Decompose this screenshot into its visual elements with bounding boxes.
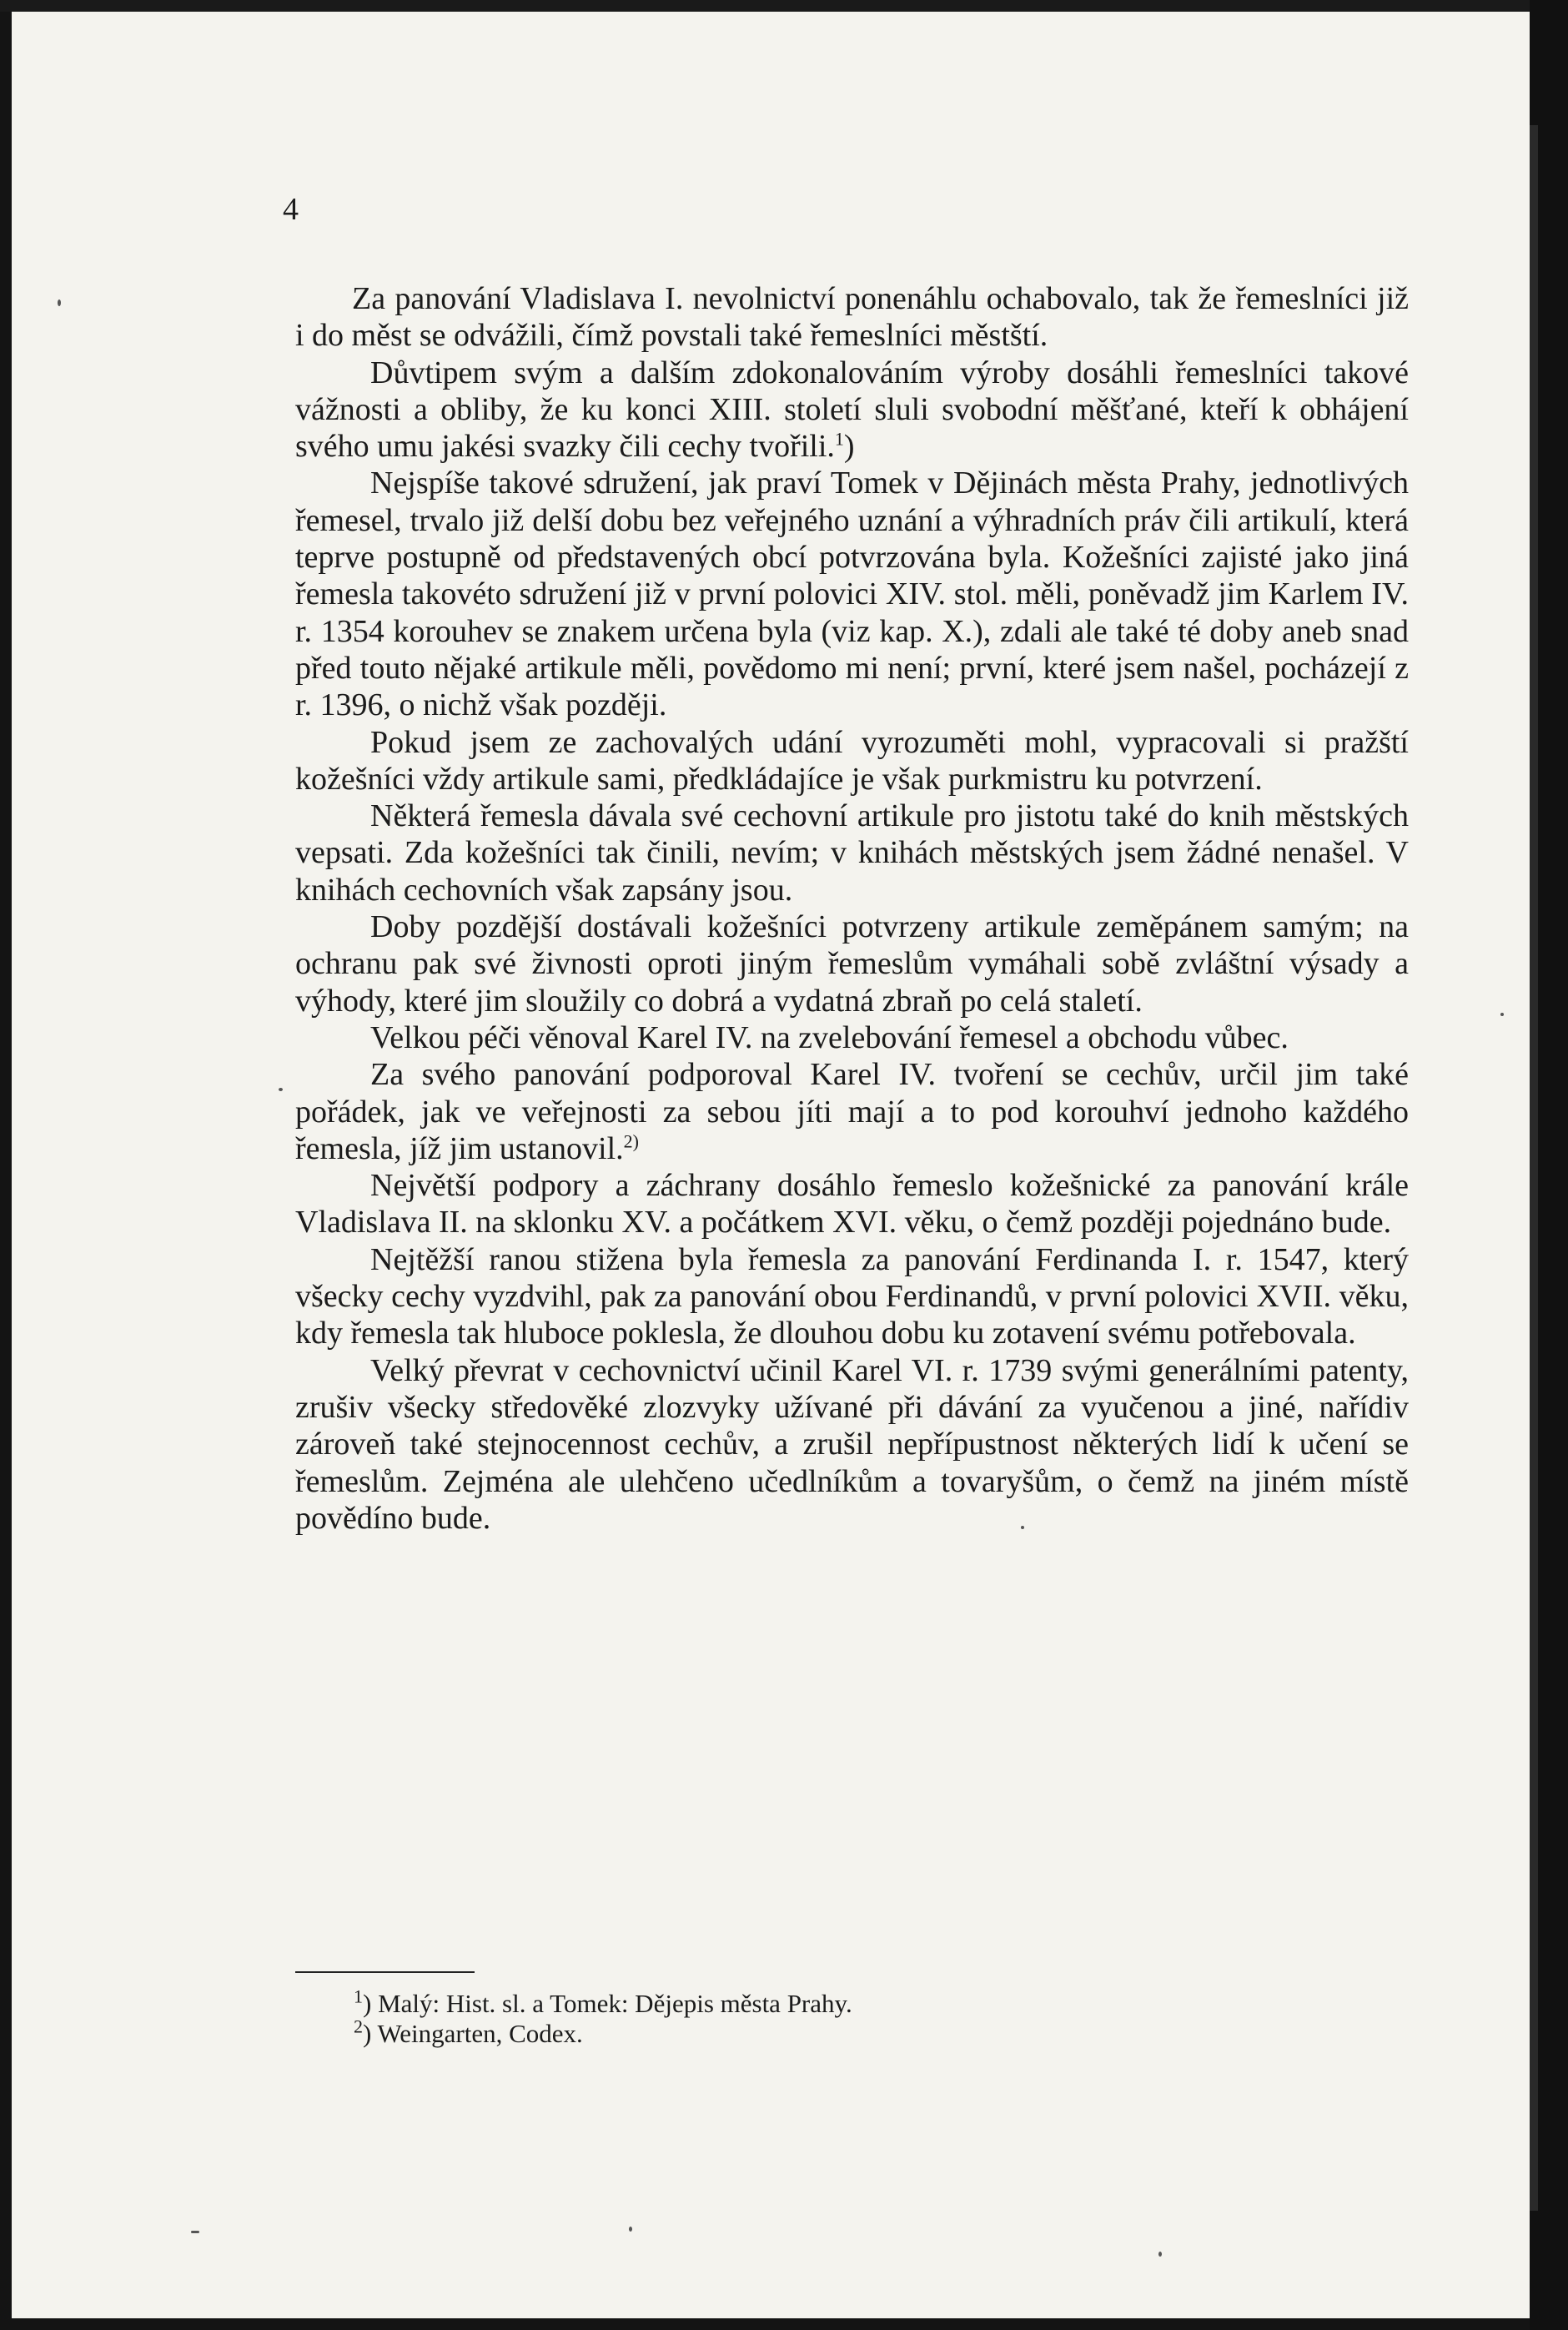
- scan-top-border: [0, 0, 1568, 12]
- scan-speck: [279, 1088, 283, 1091]
- scan-right-edge-highlight: [1530, 125, 1538, 2211]
- paragraph-8: [295, 1056, 1409, 1167]
- scan-speck: [58, 299, 61, 306]
- footnote-1-mark: 1: [354, 1985, 363, 2007]
- footnote-2-text: Weingarten, Codex.: [377, 2019, 583, 2048]
- paragraph-6: Doby pozdější dostávali kožešníci potvrzeny artikule zeměpánem samým; na ochranu pak své živnosti oproti jiným řemeslům vymáhali sobě zvláštní výsady a výhody, které jim sloužily co dobrá a vydatná zbraň po celá staletí.: [295, 909, 1409, 1019]
- footnote-ref-1: 1: [834, 428, 844, 450]
- footnote-2-mark: 2: [354, 2015, 363, 2037]
- paragraph-1: Za panování Vladislava I. nevolnictví ponenáhlu ochabovalo, tak že řemeslníci již i do měst se odvážili, čímž povstali také řemeslníci městští.: [295, 281, 1409, 354]
- body-text: [295, 280, 1409, 1537]
- scan-speck: [629, 2227, 632, 2232]
- page-number: 4: [283, 192, 299, 227]
- paragraph-3: Nejspíše takové sdružení, jak praví Tomek v Dějinách města Prahy, jednotlivých řemesel, trvalo již delší dobu bez veřejného uznání a výhradních práv čili artikulí, která teprve postupně od představených obcí potvrzována byla. Kožešníci zajisté jako jiná řemesla takovéto sdružení již v první polovici XIV. stol. měli, poněvadž jim Karlem IV. r. 1354 korouhev se znakem určena byla (viz kap. X.), zdali ale také té doby aneb snad před touto nějaké artikule měli, povědomo mi není; první, které jsem našel, pocházejí z r. 1396, o nichž však později.: [295, 465, 1409, 723]
- paragraph-2: Důvtipem svým a dalším zdokonalováním výroby dosáhli řemeslníci takové vážnosti a obliby, že ku konci XIII. století sluli svobodní měšťané, kteří k obhájení svého umu jakési svazky čili cechy tvořili.$^1$): [295, 355, 1409, 465]
- footnote-1: $^1$) Malý: Hist. sl. a Tomek: Dějepis města Prahy.: [354, 1985, 852, 2018]
- footnote-2: $^2$) Weingarten, Codex.: [354, 2015, 583, 2048]
- paragraph-8-text: Za svého panování podporoval Karel IV. tvoření se cechův, určil jim také pořádek, jak ve veřejnosti za sebou jíti mají a to pod korouhví jednoho každého řemesla, jíž jim ustanovil.: [295, 1057, 1409, 1166]
- footnote-ref-2: 2): [623, 1130, 639, 1152]
- footnote-1-text: Malý: Hist. sl. a Tomek: Dějepis města Prahy.: [378, 1989, 852, 2018]
- paragraph-10: Nejtěžší ranou stižena byla řemesla za panování Ferdinanda I. r. 1547, který všecky cechy vyzdvihl, pak za panování obou Ferdinandů, v první polovici XVII. věku, kdy řemesla tak hluboce poklesla, že dlouhou dobu ku zotavení svému potřebovala.: [295, 1241, 1409, 1351]
- paragraph-4: Pokud jsem ze zachovalých udání vyrozuměti mohl, vypracovali si pražští kožešníci vždy artikule sami, předkládajíce je však purkmistru ku potvrzení.: [295, 724, 1409, 797]
- paragraph-9: Největší podpory a záchrany dosáhlo řemeslo kožešnické za panování krále Vladislava II. na sklonku XV. a počátkem XVI. věku, o čemž později pojednáno bude.: [295, 1168, 1409, 1240]
- scan-speck: [191, 2231, 199, 2233]
- footnotes: [354, 1985, 1271, 2049]
- scan-speck: [1500, 1013, 1504, 1016]
- scan-speck: [1021, 1526, 1024, 1529]
- document-page: [12, 12, 1530, 2318]
- paragraph-5: Některá řemesla dávala své cechovní artikule pro jistotu také do knih městských vepsati. Zda kožešníci tak činili, nevím; v knihách městských jsem žádné nenašel. V knihách cechovních však zapsány jsou.: [295, 798, 1409, 908]
- scan-speck: [1158, 2252, 1162, 2257]
- footnote-ref-2-mark: 2: [623, 1130, 633, 1152]
- paragraph-7: Velkou péči věnoval Karel IV. na zvelebování řemesel a obchodu vůbec.: [370, 1019, 1289, 1055]
- footnote-divider: [295, 1971, 475, 1973]
- paragraph-11: Velký převrat v cechovnictví učinil Karel VI. r. 1739 svými generálními patenty, zrušiv všecky středověké zlozvyky užívané při dávání za vyučenou a jiné, nařídiv zároveň také stejnocennost cechův, a zrušil nepřípustnost některých lidí k učení se řemeslům. Zejména ale ulehčeno učedlníkům a tovaryšům, o čemž na jiném místě povědíno bude.: [295, 1352, 1409, 1536]
- paragraph-2-text: Důvtipem svým a dalším zdokonalováním výroby dosáhli řemeslníci takové vážnosti a obliby, že ku konci XIII. století sluli svobodní měšťané, kteří k obhájení svého umu jakési svazky čili cechy tvořili.: [295, 355, 1409, 465]
